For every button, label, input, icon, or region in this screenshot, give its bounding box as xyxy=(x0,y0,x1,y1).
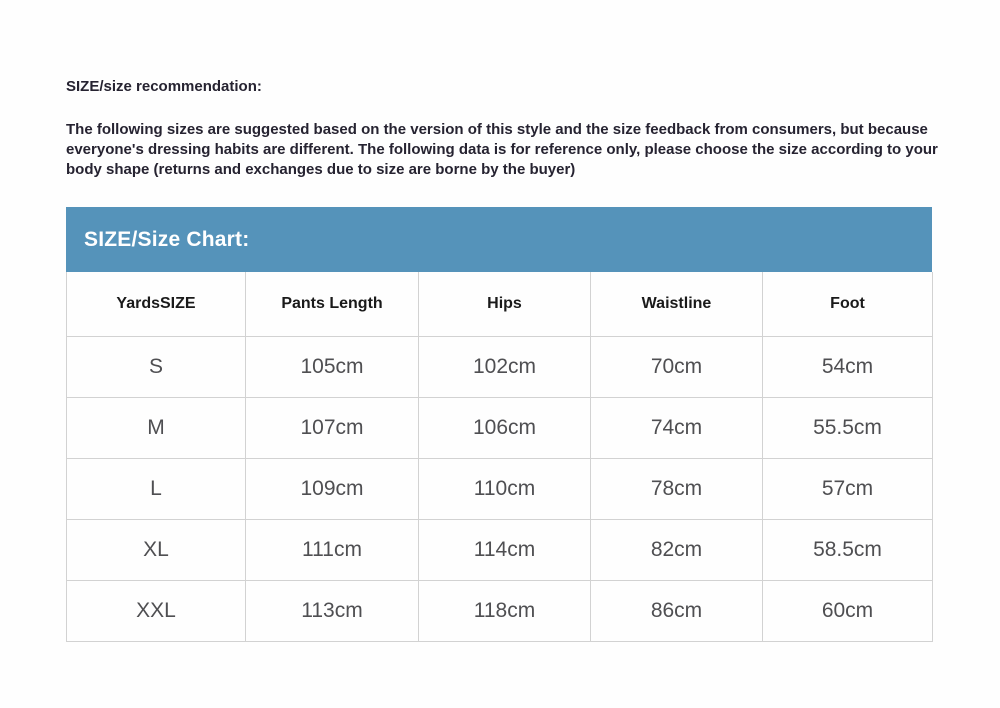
size-row-s xyxy=(67,336,933,397)
cell-pants-length: 113cm xyxy=(246,580,419,641)
cell-waistline: 70cm xyxy=(591,336,763,397)
column-header-waistline: Waistline xyxy=(591,272,763,336)
size-row-xl xyxy=(67,519,933,580)
size-row-m xyxy=(67,397,933,458)
cell-pants-length: 109cm xyxy=(246,458,419,519)
column-header-foot: Foot xyxy=(763,272,933,336)
cell-pants-length: 105cm xyxy=(246,336,419,397)
size-chart-table xyxy=(66,272,933,642)
cell-pants-length: 107cm xyxy=(246,397,419,458)
cell-hips: 118cm xyxy=(419,580,591,641)
column-header-pants-length: Pants Length xyxy=(246,272,419,336)
header-row xyxy=(67,272,933,336)
cell-size: L xyxy=(67,458,246,519)
size-row-xxl xyxy=(67,580,933,641)
cell-foot: 58.5cm xyxy=(763,519,933,580)
cell-hips: 110cm xyxy=(419,458,591,519)
size-chart-title-bar xyxy=(66,207,932,272)
cell-hips: 102cm xyxy=(419,336,591,397)
cell-waistline: 74cm xyxy=(591,397,763,458)
cell-size: XXL xyxy=(67,580,246,641)
cell-foot: 55.5cm xyxy=(763,397,933,458)
cell-foot: 54cm xyxy=(763,336,933,397)
cell-size: S xyxy=(67,336,246,397)
column-header-hips: Hips xyxy=(419,272,591,336)
cell-waistline: 82cm xyxy=(591,519,763,580)
size-recommendation-heading: SIZE/size recommendation: xyxy=(66,78,262,95)
cell-size: M xyxy=(67,397,246,458)
column-header-yardssize: YardsSIZE xyxy=(67,272,246,336)
size-recommendation-text: The following sizes are suggested based on the version of this style and the size feedback from consumers, but because everyone's dressing habits are different. The following data is for reference only, please choose the size according to your body shape (returns and exchanges due to size are borne by the buyer) xyxy=(66,121,938,178)
cell-hips: 114cm xyxy=(419,519,591,580)
cell-pants-length: 111cm xyxy=(246,519,419,580)
cell-foot: 57cm xyxy=(763,458,933,519)
cell-waistline: 86cm xyxy=(591,580,763,641)
cell-foot: 60cm xyxy=(763,580,933,641)
size-chart-title: SIZE/Size Chart: xyxy=(84,227,250,251)
cell-size: XL xyxy=(67,519,246,580)
cell-waistline: 78cm xyxy=(591,458,763,519)
size-row-l xyxy=(67,458,933,519)
cell-hips: 106cm xyxy=(419,397,591,458)
